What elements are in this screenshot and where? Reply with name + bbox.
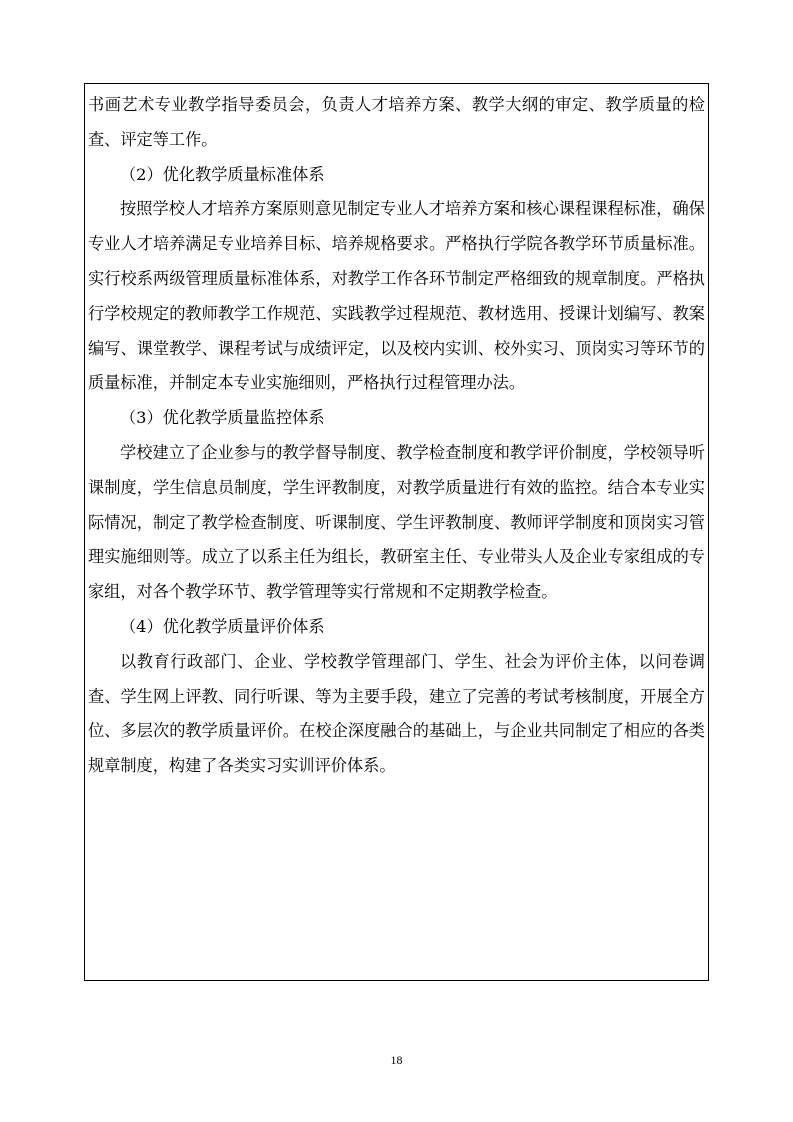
paragraph-line: 家组，对各个教学环节、教学管理等实行常规和不定期教学检查。	[88, 582, 558, 602]
paragraph-line: 位、多层次的教学质量评价。在校企深度融合的基础上，与企业共同制定了相应的各类	[88, 721, 705, 741]
paragraph-line: 行学校规定的教师教学工作规范、实践教学过程规范、教材选用、授课计划编写、教案	[88, 303, 705, 323]
paragraph-line: 查、学生网上评教、同行听课、等为主要手段，建立了完善的考试考核制度，开展全方	[88, 686, 705, 706]
paragraph-line: 质量标准，并制定本专业实施细则，严格执行过程管理办法。	[88, 373, 526, 393]
paragraph-line: 以教育行政部门、企业、学校教学管理部门、学生、社会为评价主体，以问卷调	[120, 651, 705, 671]
paragraph-line: 规章制度，构建了各类实习实训评价体系。	[88, 756, 396, 776]
section-heading: （3）优化教学质量监控体系	[120, 408, 325, 428]
paragraph-line: 理实施细则等。成立了以系主任为组长，教研室主任、专业带头人及企业专家组成的专	[88, 547, 705, 567]
paragraph-line: 书画艺术专业教学指导委员会，负责人才培养方案、教学大纲的审定、教学质量的检	[88, 95, 705, 114]
paragraph-line: 专业人才培养满足专业培养目标、培养规格要求。严格执行学院各教学环节质量标准。	[88, 234, 705, 254]
page-number: 18	[390, 1053, 403, 1067]
paragraph-line: 学校建立了企业参与的教学督导制度、教学检查制度和教学评价制度，学校领导听	[120, 442, 705, 462]
paragraph-line: 课制度，学生信息员制度，学生评教制度，对教学质量进行有效的监控。结合本专业实	[88, 477, 705, 497]
section-heading: （4）优化教学质量评价体系	[120, 616, 325, 636]
paragraph-line: 编写、课堂教学、课程考试与成绩评定，以及校内实训、校外实习、顶岗实习等环节的	[88, 338, 705, 358]
section-heading: （2）优化教学质量标准体系	[120, 164, 325, 184]
paragraph-line: 查、评定等工作。	[88, 129, 218, 149]
paragraph-line: 实行校系两级管理质量标准体系，对教学工作各环节制定严格细致的规章制度。严格执	[88, 268, 705, 288]
paragraph-line: 按照学校人才培养方案原则意见制定专业人才培养方案和核心课程课程标准，确保	[120, 199, 705, 219]
paragraph-line: 际情况，制定了教学检查制度、听课制度、学生评教制度、教师评学制度和顶岗实习管	[88, 512, 705, 532]
document-body	[84, 88, 709, 784]
